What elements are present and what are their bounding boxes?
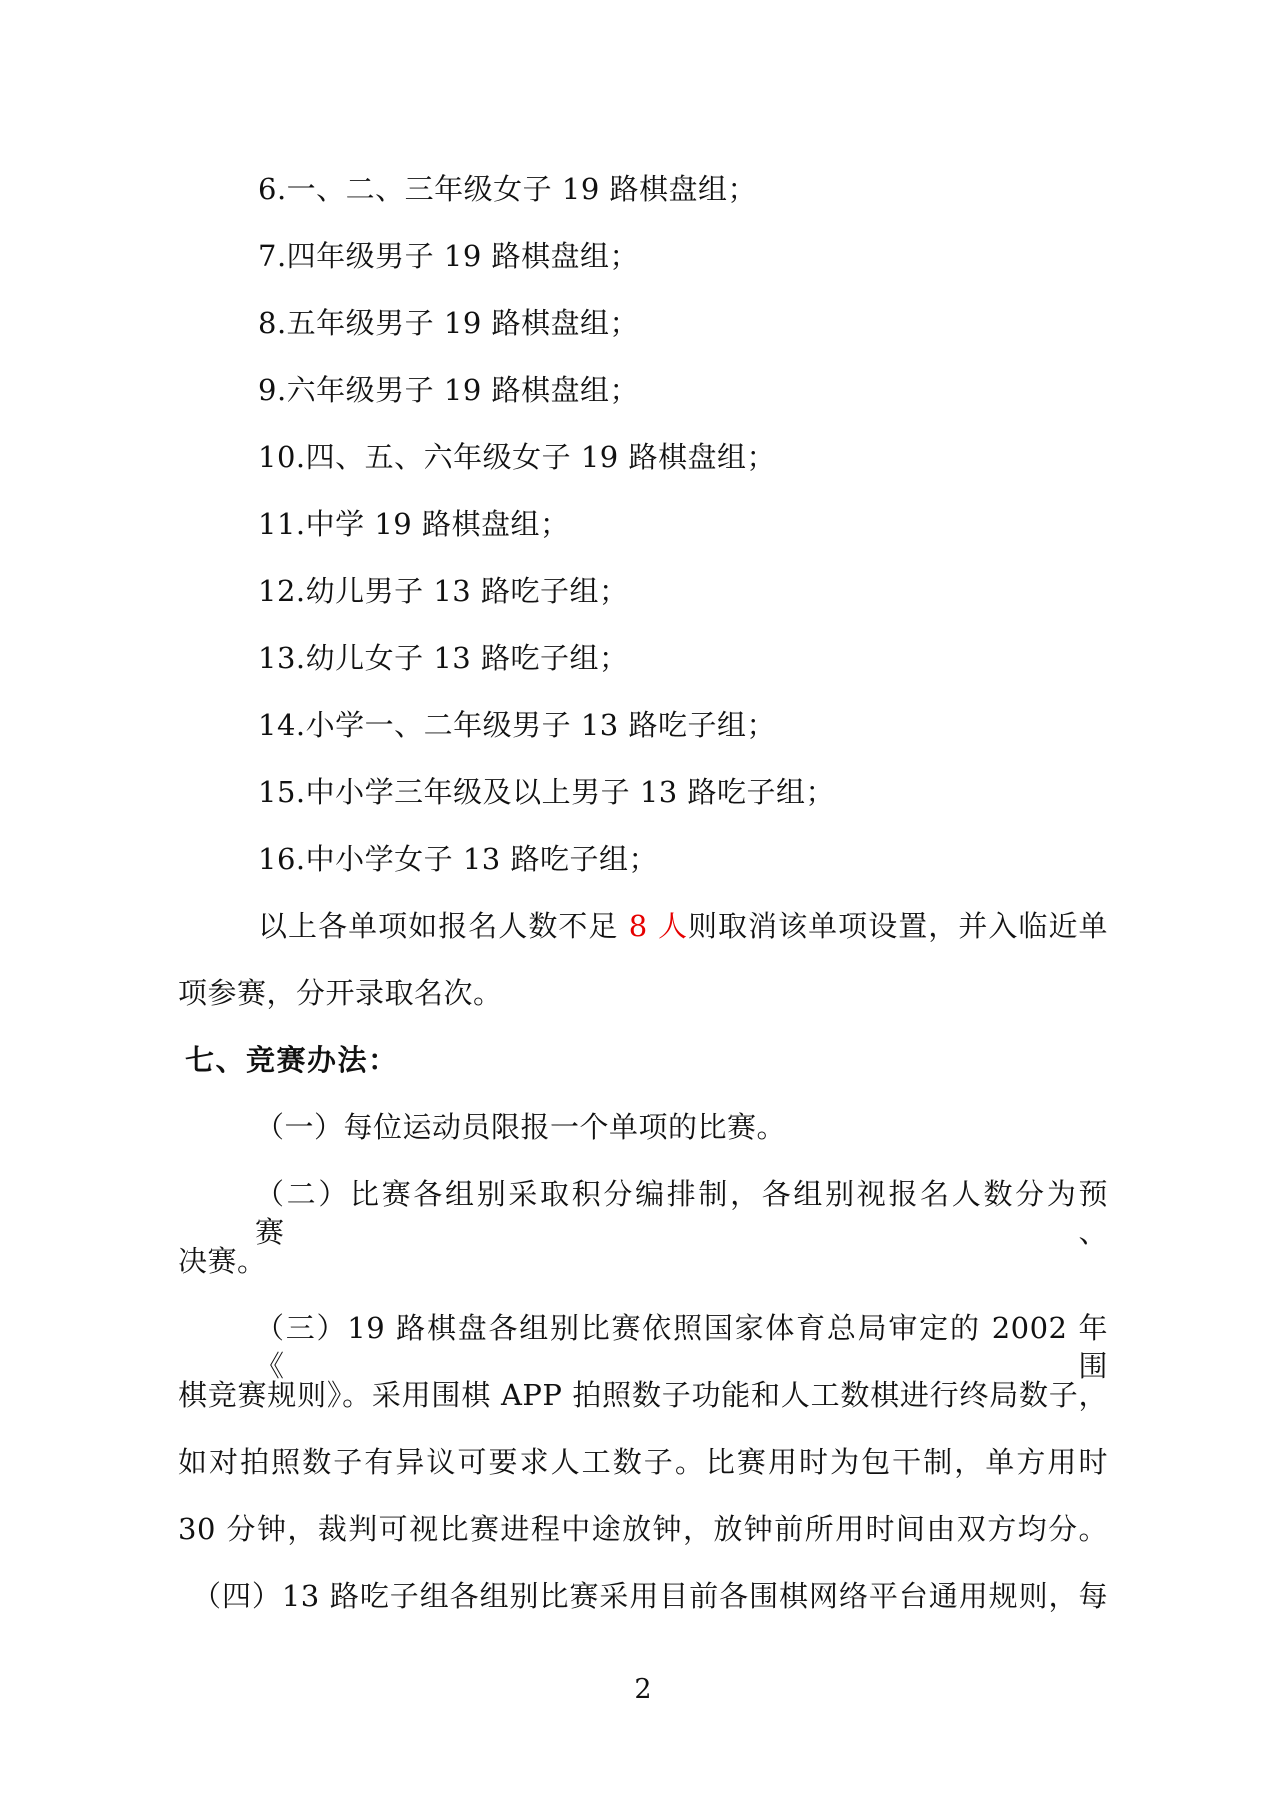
text-run: 则取消该单项设置，并入临近单 (687, 909, 1108, 943)
text-run: 如对拍照数子有异议可要求人工数子。比赛用时为包干制，单方用时 (178, 1445, 1108, 1479)
heading (178, 1041, 1108, 1079)
body-line (178, 1376, 1108, 1414)
text-run: 7.四年级男子 19 路棋盘组； (258, 239, 640, 273)
body-line (178, 1242, 1108, 1280)
body-line (178, 1443, 1108, 1481)
list-item (178, 572, 1108, 610)
text-run: 12.幼儿男子 13 路吃子组； (258, 574, 629, 608)
body-line (178, 1577, 1108, 1615)
list-item (178, 237, 1108, 275)
text-run: 以上各单项如报名人数不足 (258, 909, 629, 943)
list-item (178, 371, 1108, 409)
list-item (178, 170, 1108, 208)
text-run: （三）19 路棋盘各组别比赛依照国家体育总局审定的 2002 年《围 (255, 1311, 1108, 1383)
body-line (178, 1175, 1108, 1249)
text-run: 15.中小学三年级及以上男子 13 路吃子组； (258, 775, 835, 809)
text-run: 16.中小学女子 13 路吃子组； (258, 842, 658, 876)
text-run: 9.六年级男子 19 路棋盘组； (258, 373, 640, 407)
body-line (178, 1309, 1108, 1383)
text-run: 11.中学 19 路棋盘组； (258, 507, 570, 541)
page-number: 2 (634, 1674, 652, 1705)
body-line (178, 1510, 1108, 1548)
text-run: 决赛。 (178, 1244, 267, 1278)
text-run: 14.小学一、二年级男子 13 路吃子组； (258, 708, 776, 742)
text-run: 七、竞赛办法： (185, 1043, 399, 1077)
text-run: 30 分钟，裁判可视比赛进程中途放钟，放钟前所用时间由双方均分。 (178, 1512, 1108, 1546)
list-item (178, 773, 1108, 811)
highlighted-text: 8 人 (628, 909, 688, 943)
text-run: （一）每位运动员限报一个单项的比赛。 (255, 1110, 787, 1144)
list-item (178, 639, 1108, 677)
list-item (178, 438, 1108, 476)
body-line (178, 907, 1108, 945)
text-run: 项参赛，分开录取名次。 (178, 976, 503, 1010)
list-item (178, 840, 1108, 878)
body-line (178, 1108, 1108, 1146)
text-run: （四）13 路吃子组各组别比赛采用目前各围棋网络平台通用规则，每 (192, 1579, 1108, 1613)
text-run: 8.五年级男子 19 路棋盘组； (258, 306, 640, 340)
body-line (178, 974, 1108, 1012)
list-item (178, 505, 1108, 543)
list-item (178, 706, 1108, 744)
list-item (178, 304, 1108, 342)
text-run: 6.一、二、三年级女子 19 路棋盘组； (258, 172, 758, 206)
text-run: 10.四、五、六年级女子 19 路棋盘组； (258, 440, 776, 474)
text-run: 棋竞赛规则》。采用围棋 APP 拍照数子功能和人工数棋进行终局数子， (178, 1378, 1108, 1412)
text-run: （二）比赛各组别采取积分编排制，各组别视报名人数分为预赛、 (255, 1177, 1108, 1249)
text-run: 13.幼儿女子 13 路吃子组； (258, 641, 629, 675)
